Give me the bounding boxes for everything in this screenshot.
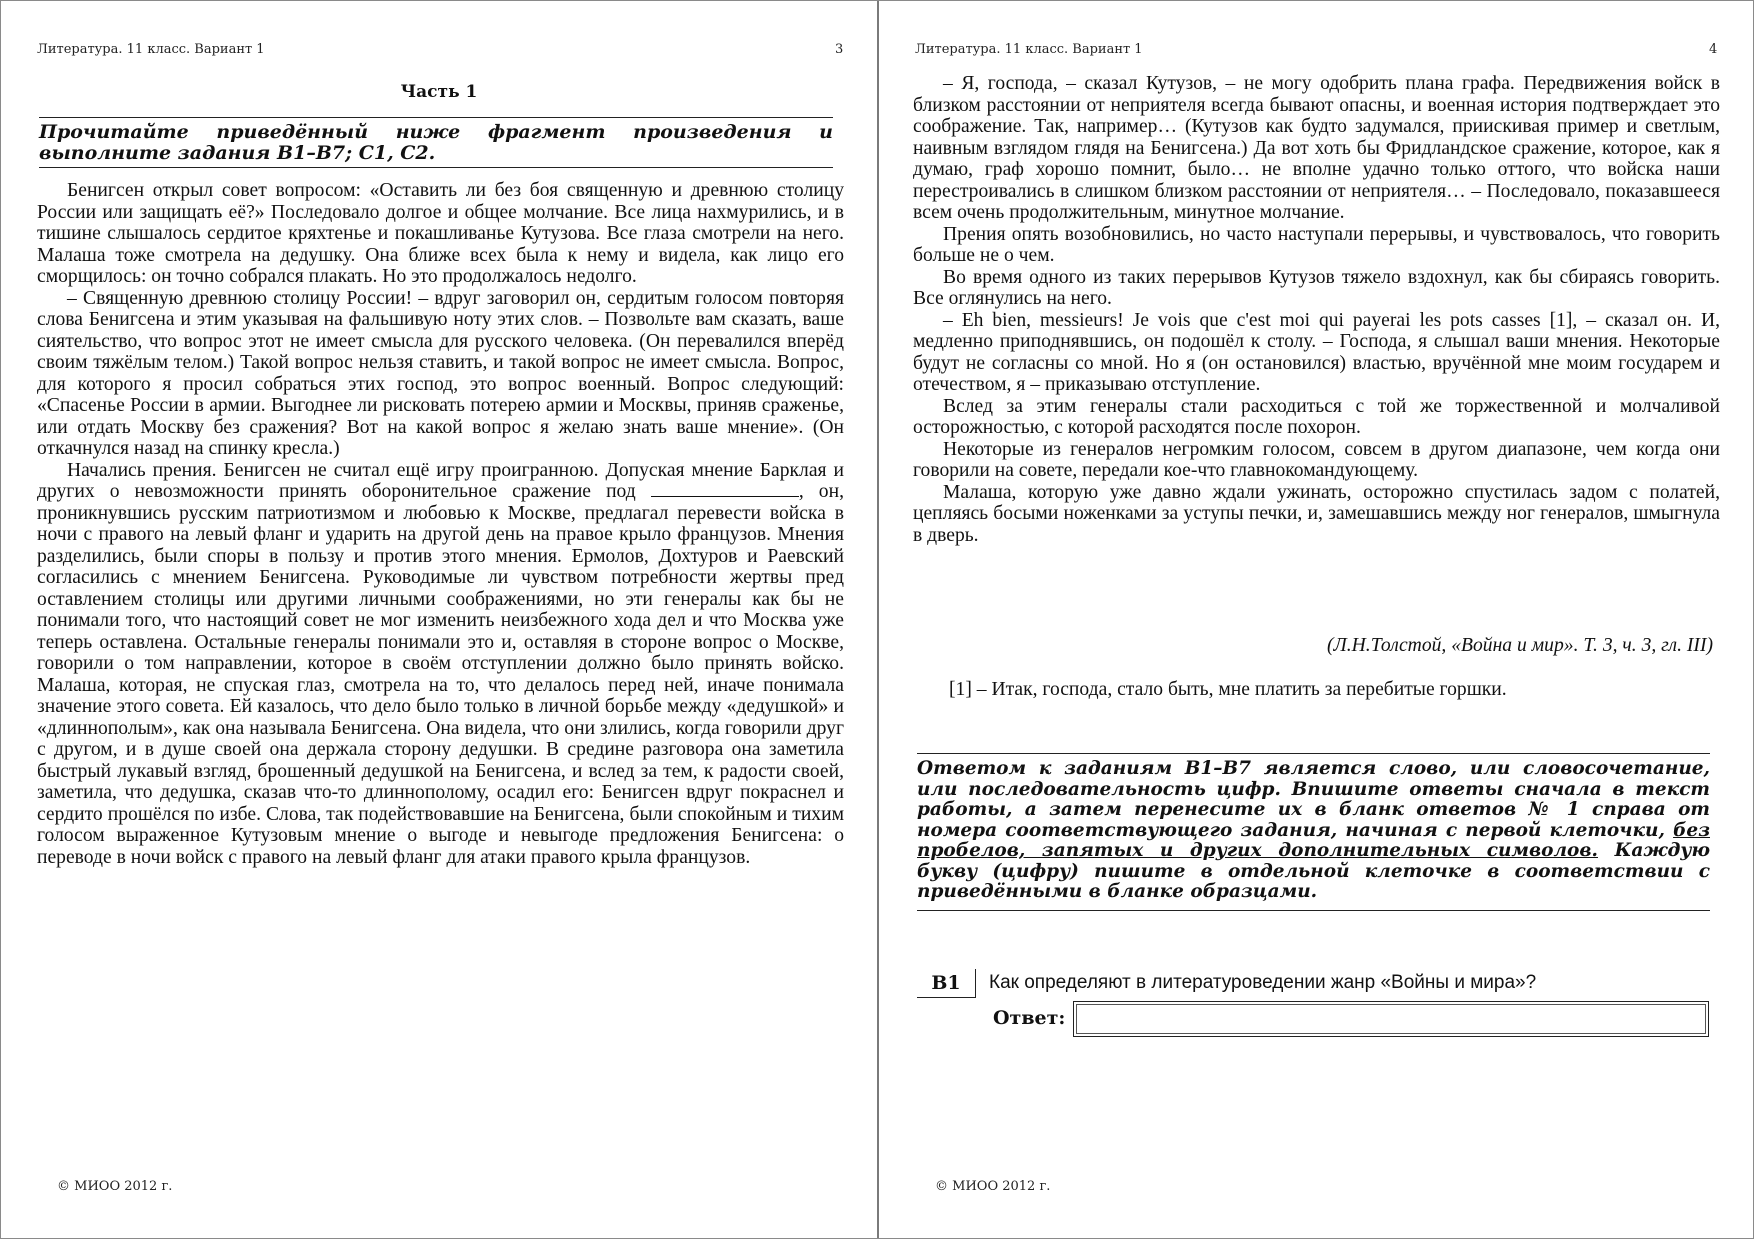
running-head: Литература. 11 класс. Вариант 1: [37, 42, 265, 57]
paragraph: – Eh bien, messieurs! Je vois que c'est moi qui payerai les pots casses [1], – сказал он. И, медленно приподнявшись, он подошёл к столу. – Господа, я слышал ваши мнения. Некоторые будут не согласны со мной. Но я (он остановился) властью, вручённой мне моим государем и отечеством, я – приказываю отступление.: [913, 309, 1720, 395]
instructions-text-end: Каждую букву (цифру) пишите в отдельной клеточке в соответствии с приведёнными в бланке образцами.: [917, 840, 1710, 902]
paragraph-start: Начались прения. Бенигсен не считал ещё игру проигранною. Допуская мнение Барклая и других о невозможности принять оборонительное сражение под: [37, 459, 844, 502]
paragraph-with-blank: [37, 460, 844, 869]
source-attribution: (Л.Н.Толстой, «Война и мир». Т. 3, ч. 3, гл. III): [1326, 635, 1713, 656]
paragraph: Вслед за этим генералы стали расходиться с той же торжественной и молчаливой осторожностью, с которой расходятся после похорон.: [913, 395, 1720, 438]
task-number: В1: [917, 969, 976, 998]
paragraph: Бенигсен открыл совет вопросом: «Оставить ли без боя священную и древнюю столицу России или защищать её?» Последовало долгое и общее молчание. Все лица нахмурились, и в тишине слышалось сердитое кряхтенье и покашливанье Кутузова. Все глаза смотрели на него. Малаша тоже смотрела на дедушку. Она ближе всех была к нему и видела, как лицо его сморщилось: он точно собрался плакать. Но это продолжалось недолго.: [37, 180, 844, 287]
paragraph: Во время одного из таких перерывов Кутузов тяжело вздохнул, как бы сбираясь говорить. Все оглянулись на него.: [913, 266, 1720, 309]
running-head: Литература. 11 класс. Вариант 1: [915, 42, 1143, 57]
paragraph: Прения опять возобновились, но часто наступали перерывы, и чувствовалось, что говорить больше не о чем.: [913, 223, 1720, 266]
answer-input-inner[interactable]: [1076, 1004, 1706, 1034]
footer-copyright: © МИОО 2012 г.: [935, 1179, 1051, 1194]
paragraph: Малаша, которую уже давно ждали ужинать, осторожно спустилась задом с полатей, цепляясь босыми ноженками за уступы печки, и, замешавшись между ног генералов, шмыгнула в дверь.: [913, 481, 1720, 546]
left-page: [1, 1, 877, 1238]
text-gap-blank: [651, 481, 799, 497]
excerpt-text-right: [913, 73, 1720, 546]
footnote: [1] – Итак, господа, стало быть, мне платить за перебитые горшки.: [949, 679, 1507, 700]
part-title: Часть 1: [400, 82, 478, 102]
reading-instruction-box: [39, 117, 833, 168]
answer-label: Ответ:: [993, 1007, 1066, 1029]
right-page: [879, 1, 1753, 1238]
paragraph: – Священную древнюю столицу России! – вдруг заговорил он, сердитым голосом повторяя слова Бенигсена и этим указывая на фальшивую ноту этих слов. – Позвольте вам сказать, ваше сиятельство, что вопрос этот не имеет смысла для русского человека. (Он перевалился вперёд своим тяжёлым телом.) Такой вопрос нельзя ставить, и такой вопрос не имеет смысла. Вопрос, для которого я просил собраться этих господ, это вопрос военный. Вопрос следующий: «Спасенье России в армии. Выгоднее ли рисковать потерею армии и Москвы, приняв сраженье, или отдать Москву без сражения? Вот на какой вопрос я желаю знать ваше мнение». (Он откачнулся назад на спинку кресла.): [37, 287, 844, 459]
instructions-underlined: без пробелов, запятых и других дополнительных символов.: [917, 819, 1710, 861]
instructions-text: Ответом к заданиям В1–В7 является слово, или словосочетание, или последовательность цифр. Впишите ответы сначала в текст работы, а затем перенесите их в бланк ответов № 1 справа от номера соответствующего задания, начиная с первой клеточки,: [917, 758, 1710, 841]
excerpt-text-left: [37, 180, 844, 868]
paragraph: – Я, господа, – сказал Кутузов, – не могу одобрить плана графа. Передвижения войск в близком расстоянии от неприятеля всегда бывают опасны, и военная история подтверждает это соображение. Так, например… (Кутузов как будто задумался, приискивая пример и светлым, наивным взглядом глядя на Бенигсена.) Да вот хоть бы Фридландское сражение, которое, как я думаю, граф хорошо помнит, было… не вполне удачно только оттого, что войска наши перестроивались в слишком близком расстоянии от неприятеля… – Последовало, показавшееся всем очень продолжительным, минутное молчание.: [913, 73, 1720, 223]
page-number: 4: [1709, 42, 1718, 57]
task-question: Как определяют в литературоведении жанр «Войны и мира»?: [989, 972, 1537, 993]
paragraph-end: , он, проникнувшись русским патриотизмом и любовью к Москве, предлагал перевести войска в ночи с правого на левый фланг и ударить на другой день на правое крыло французов. Мнения разделились, были споры в пользу и против этого мнения. Ермолов, Дохтуров и Раевский согласились с мнением Бенигсена. Руководимые ли чувством потребности жертвы пред оставлением столицы или другими личными соображениями, но эти генералы как бы не понимали того, что настоящий совет не мог изменить неизбежного хода дел и что Москва уже теперь оставлена. Остальные генералы понимали это и, оставляя в стороне вопрос о Москве, говорили о том направлении, которое в своём отступлении должно было принять войско. Малаша, которая, не спуская глаз, смотрела на то, что делалось перед ней, иначе понимала значение этого совета. Ей казалось, что дело было только в личной борьбе между «дедушкой» и «длиннополым», как она называла Бенигсена. Она видела, что они злились, когда говорили друг с другом, и в душе своей она держала сторону дедушки. В средине разговора она заметила быстрый лукавый взгляд, брошенный дедушкой на Бенигсена, и вслед за тем, к радости своей, заметила, что дедушка, сказав что-то длиннополому, осадил его: Бенигсен вдруг покраснел и сердито прошёлся по избе. Слова, так подействовавшие на Бенигсена, были спокойным и тихим голосом выраженное Кутузовым мнение о выгоде и невыгоде предложения Бенигсена: о переводе в ночи войск с правого на левый фланг для атаки правого крыла французов.: [37, 481, 844, 868]
reading-instruction: Прочитайте приведённый ниже фрагмент произведения и выполните задания В1–В7; С1, С2.: [39, 121, 833, 164]
task-b1: [917, 969, 1717, 999]
answer-instructions-box: [917, 753, 1710, 911]
paragraph: Некоторые из генералов негромким голосом, совсем в другом диапазоне, чем когда они говорили на совете, передали кое-что главнокомандующему.: [913, 438, 1720, 481]
page-number: 3: [835, 42, 844, 57]
answer-instructions: [917, 759, 1710, 903]
answer-input-b1[interactable]: [1073, 1001, 1709, 1037]
footer-copyright: © МИОО 2012 г.: [57, 1179, 173, 1194]
